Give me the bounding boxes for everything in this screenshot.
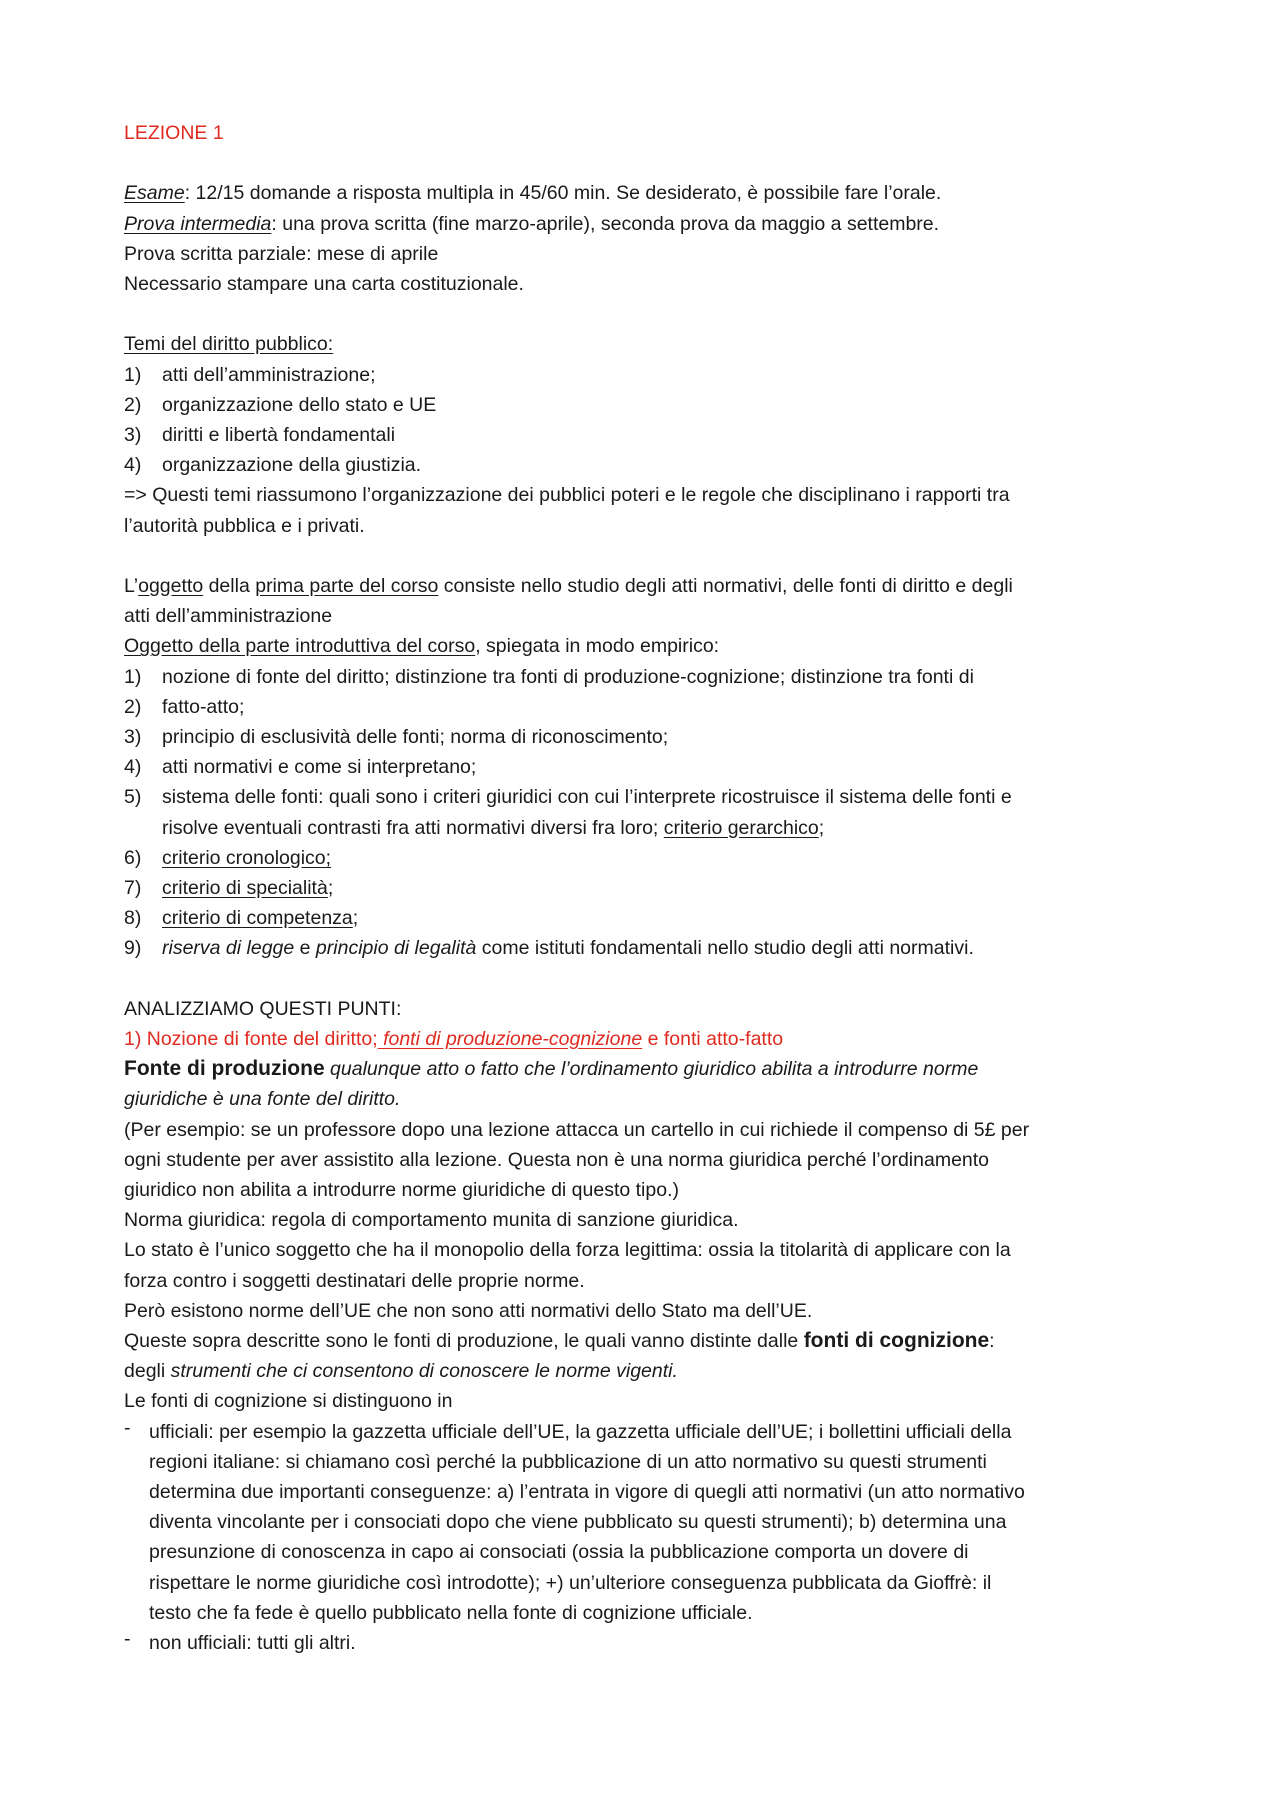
cognizione-text: Queste sopra descritte sono le fonti di produzione, le quali vanno distinte dalle fonti di cognizione: [124,1329,995,1353]
oggetto-paragraph: L’oggetto della prima parte del corso consiste nello studio degli atti normativi, delle fonti di diritto e degli [124,575,1013,597]
temi-summary-cont: l’autorità pubblica e i privati. [124,514,365,537]
fonte-definition: Fonte di produzione qualunque atto o fatto che l’ordinamento giuridico abilita a introdurre norme [124,1057,979,1081]
bullet-non-ufficiali: - non ufficiali: tutti gli altri. [124,1628,356,1655]
bullet-ufficiali-cont: regioni italiane: si chiamano così perché la pubblicazione di un atto normativo su questi strumenti [149,1450,987,1473]
norma-definition: Norma giuridica: regola di comportamento munita di sanzione giuridica. [124,1209,739,1232]
intro-esame [124,178,1164,208]
example-text: giuridico non abilita a introdurre norme giuridiche di questo tipo.) [124,1179,679,1202]
intro-prova [124,209,1164,239]
list-item: 5) sistema delle fonti: quali sono i criteri giuridici con cui l’interprete ricostruisce il sistema delle fonti e [124,786,1012,809]
list-item: 9) riserva di legge e principio di legalità come istituti fondamentali nello studio degli atti normativi. [124,937,974,960]
list-item: 3) diritti e libertà fondamentali [124,424,396,446]
list-item: 4) atti normativi e come si interpretano; [124,756,477,779]
list-item: 2) fatto-atto; [124,695,245,718]
list-item: 1) atti dell’amministrazione; [124,363,376,386]
cognizione-text-cont: degli strumenti che ci consentono di conoscere le norme vigenti. [124,1360,678,1383]
prova-text: : una prova scritta (fine marzo-aprile), seconda prova da maggio a settembre. [271,212,940,235]
stato-text-cont: forza contro i soggetti destinatari delle proprie norme. [124,1269,585,1292]
example-text: ogni studente per aver assistito alla lezione. Questa non è una norma giuridica perché l’ordinamento [124,1148,990,1171]
bullet-ufficiali-cont: diventa vincolante per i consociati dopo che viene pubblicato su questi strumenti); b) determina una [149,1511,1007,1534]
ue-text: Però esistono norme dell’UE che non sono atti normativi dello Stato ma dell’UE. [124,1299,813,1322]
distinguono-text: Le fonti di cognizione si distinguono in [124,1390,453,1413]
intro-carta: Necessario stampare una carta costituzionale. [124,273,524,295]
list-item: 6) criterio cronologico; [124,846,332,869]
esame-text: : 12/15 domande a risposta multipla in 45/60 min. Se desiderato, è possibile fare l’orale. [184,182,942,205]
temi-heading: Temi del diritto pubblico: [124,333,334,356]
analisi-subheading: 1) Nozione di fonte del diritto; fonti di produzione-cognizione e fonti atto-fatto [124,1028,784,1051]
esame-label: Esame [124,182,185,205]
list-item-cont: risolve eventuali contrasti fra atti normativi diversi fra loro; criterio gerarchico; [162,816,825,839]
bullet-ufficiali: - ufficiali: per esempio la gazzetta ufficiale dell’UE, la gazzetta ufficiale dell’UE; i bollettini ufficiali della [124,1416,1012,1443]
list-item: 3) principio di esclusività delle fonti; norma di riconoscimento; [124,726,669,749]
intro-prova-scritta: Prova scritta parziale: mese di aprile [124,242,439,265]
bullet-ufficiali-cont: presunzione di conoscenza in capo ai consociati (ossia la pubblicazione comporta un dovere di [149,1541,969,1564]
list-item: 1) nozione di fonte del diritto; distinzione tra fonti di produzione-cognizione; distinzione tra fonti di [124,665,974,688]
list-item: 2) organizzazione dello stato e UE [124,393,437,416]
example-text: (Per esempio: se un professore dopo una lezione attacca un cartello in cui richiede il compenso di 5£ per [124,1118,1030,1141]
list-item: 8) criterio di competenza; [124,907,359,930]
lesson-title: LEZIONE 1 [124,122,224,144]
oggetto-intro: Oggetto della parte introduttiva del corso, spiegata in modo empirico: [124,635,720,658]
analisi-heading: ANALIZZIAMO QUESTI PUNTI: [124,997,402,1020]
document-page [124,118,1164,1658]
bullet-ufficiali-cont: rispettare le norme giuridiche così introdotte); +) un’ulteriore conseguenza pubblicata da Gioffrè: il [149,1571,992,1594]
bullet-ufficiali-cont: testo che fa fede è quello pubblicato nella fonte di cognizione ufficiale. [149,1601,753,1624]
stato-text: Lo stato è l’unico soggetto che ha il monopolio della forza legittima: ossia la titolarità di applicare con la [124,1239,1011,1262]
list-item: 4) organizzazione della giustizia. [124,454,422,477]
list-item: 7) criterio di specialità; [124,877,334,900]
temi-summary: => Questi temi riassumono l’organizzazione dei pubblici poteri e le regole che disciplinano i rapporti tra [124,484,1010,507]
fonte-definition-cont: giuridiche è una fonte del diritto. [124,1088,401,1111]
prova-label: Prova intermedia [124,212,272,235]
oggetto-paragraph-cont: atti dell’amministrazione [124,605,333,628]
bullet-ufficiali-cont: determina due importanti conseguenze: a) l’entrata in vigore di quegli atti normativi (un atto normativo [149,1481,1025,1504]
